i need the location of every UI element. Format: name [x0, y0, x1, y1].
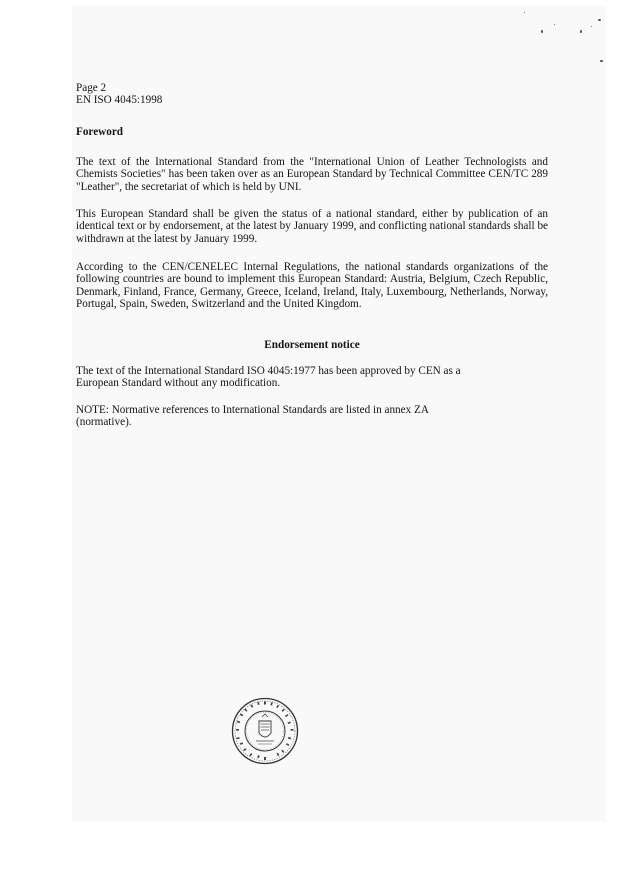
foreword-section [76, 126, 548, 138]
endorsement-title: Endorsement notice [264, 339, 360, 351]
endorsement-text [76, 365, 548, 390]
official-stamp-seal-icon [231, 697, 299, 765]
endorsement-text-line-2: European Standard without any modification. [76, 377, 281, 390]
scan-speck [541, 30, 543, 33]
scan-speck [600, 60, 603, 62]
scan-speck [591, 26, 592, 27]
standard-id: EN ISO 4045:1998 [76, 94, 163, 107]
foreword-paragraph-2: This European Standard shall be given the status of a national standard, either by publication of an identical text or by endorsement, at the latest by January 1999, and conflicting national standards shall be withdrawn at the latest by January 1999. [76, 208, 548, 245]
scan-speck [554, 24, 555, 25]
foreword-paragraph-3: According to the CEN/CENELEC Internal Regulations, the national standards organizations of the following countries are bound to implement this European Standard: Austria, Belgium, Czech Republic, Denmark, Finland, France, Germany, Greece, Iceland, Ireland, Italy, Luxembourg, Netherlands, Norway, Portugal, Spain, Sweden, Switzerland and the United Kingdom. [76, 261, 548, 311]
endorsement-text-line-1: The text of the International Standard ISO 4045:1977 has been approved by CEN as a [76, 365, 461, 377]
note-line-2: (normative). [76, 416, 132, 429]
note-line-1: NOTE: Normative references to International Standards are listed in annex ZA [76, 404, 429, 416]
scan-speck [580, 30, 582, 33]
foreword-title: Foreword [76, 126, 124, 138]
normative-note [76, 404, 548, 429]
scan-speck [598, 19, 601, 21]
foreword-paragraph-1: The text of the International Standard from the "International Union of Leather Technologists and Chemists Societies" has been taken over as an European Standard by Technical Committee CEN/TC 289 "Leather", the secretariat of which is held by UNI. [76, 156, 548, 193]
page-number: Page 2 [76, 82, 107, 94]
page-header [76, 82, 548, 107]
scan-speck [524, 12, 525, 13]
